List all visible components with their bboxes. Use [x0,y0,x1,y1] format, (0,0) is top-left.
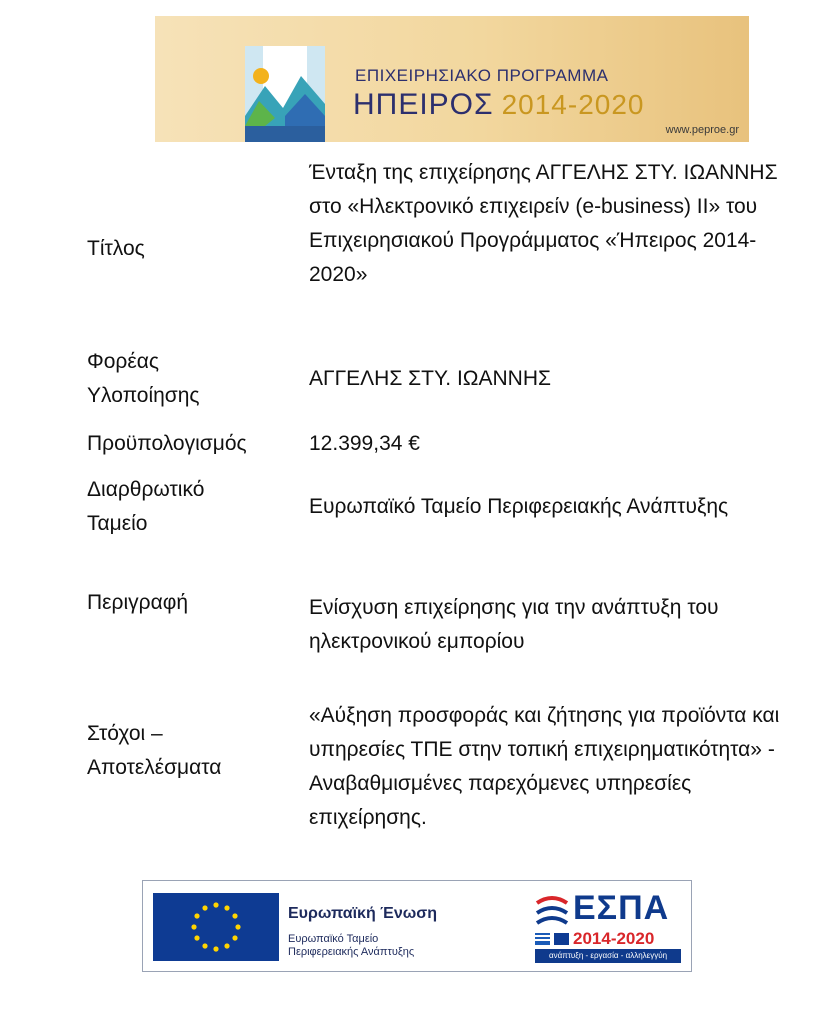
description-value: Ενίσχυση επιχείρησης για την ανάπτυξη του ηλεκτρονικού εμπορίου [309,596,719,653]
espa-years: 2014-2020 [573,929,655,948]
greece-eu-flags-icon [535,933,569,945]
program-subtitle: ΕΠΙΧΕΙΡΗΣΙΑΚΟ ΠΡΟΓΡΑΜΜΑ [355,66,609,85]
espa-waves-icon [535,893,569,933]
budget-label: Προϋπολογισμός [87,432,247,455]
espa-wordmark: ΕΣΠΑ [573,889,670,927]
implementing-body-label: Φορέας Υλοποίησης [87,350,200,407]
epirus-h-logo [245,46,325,142]
program-years: 2014-2020 [501,89,645,120]
eu-flag-icon [153,893,279,961]
fund-label: Διαρθρωτικό Ταμείο [87,478,205,535]
funding-logos [142,880,692,972]
title-label: Τίτλος [87,237,145,260]
espa-tagline: ανάπτυξη - εργασία - αλληλεγγύη [535,949,681,963]
eu-title: Ευρωπαϊκή Ένωση [288,905,437,922]
program-region: ΗΠΕΙΡΟΣ [353,88,494,121]
eu-fund-line1: Ευρωπαϊκό Ταμείο [288,933,379,945]
program-title [353,88,644,122]
program-banner [155,16,749,142]
goals-value: «Αύξηση προσφοράς και ζήτησης για προϊόντα και υπηρεσίες ΤΠΕ στην τοπική επιχειρηματικότητα» - Αναβαθμισμένες παρεχόμενες υπηρεσίες επιχείρησης. [309,704,780,829]
title-value: Ένταξη της επιχείρησης ΑΓΓΕΛΗΣ ΣΤΥ. ΙΩΑΝΝΗΣ στο «Ηλεκτρονικό επιχειρείν (e-business) ΙΙ» του Επιχειρησιακού Προγράμματος «Ήπειρος 2014-2020» [309,161,778,286]
eu-fund-line2: Περιφερειακής Ανάπτυξης [288,946,415,958]
description-label: Περιγραφή [87,591,189,614]
fund-value: Ευρωπαϊκό Ταμείο Περιφερειακής Ανάπτυξης [309,495,729,518]
implementing-body-value: ΑΓΓΕΛΗΣ ΣΤΥ. ΙΩΑΝΝΗΣ [309,367,551,390]
budget-value: 12.399,34 € [309,432,420,455]
espa-logo [535,889,681,963]
program-url[interactable]: www.peproe.gr [665,124,739,136]
goals-label: Στόχοι – Αποτελέσματα [87,722,222,779]
